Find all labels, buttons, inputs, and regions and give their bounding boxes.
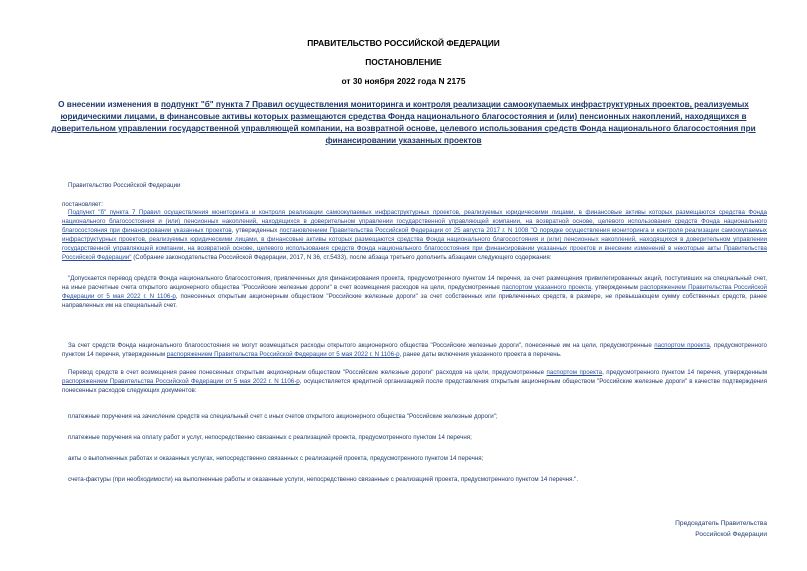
p4-a: Перевод средств в счет возмещения ранее понесенных открытым акционерным обществом "Российские железные дороги" расходов на цели, предусмотренные [68,369,547,376]
p1-mid: , утвержденных [231,227,280,234]
list-item [62,433,767,442]
header-doc-type: ПОСТАНОВЛЕНИЕ [365,57,442,67]
p3-a: За счет средств Фонда национального благосостояния не могут возмещаться расходы открытого акционерного общества "Российские железные дороги", понесенные им на цели, предусмотренные [68,342,655,349]
paragraph-1 [62,208,767,262]
list-item-text-2: платежные поручения на оплату работ и услуг, непосредственно связанных с реализацией проекта, предусмотренного пунктом 14 перечня; [68,434,472,441]
paragraph-2 [62,274,767,310]
p4-link-order[interactable]: распоряжением Правительства Российской Федерации от 5 мая 2022 г. N 1106-р [62,378,300,385]
p4-b: , предусмотренного пунктом 14 перечня, утвержденным [602,369,767,376]
p2-c: , понесенных открытым акционерным обществом "Российские железные дороги" за счет собственных или привлеченных средств, в размере, не превышающем сумму собственных средств, ранее направленных им на специальный счет. [62,293,767,309]
p1-link-rules[interactable]: Подпункт "б" пункта 7 Правил осуществления мониторинга и контроля реализации самоокупаемых инфраструктурных проектов, реализуемых юридическими лицами, в финансовые активы которых размещаются средства Фонда национального благосостояния и (или) пенсионных накоплений, находящихся в доверительном управлении государственной управляющей компании, на возвратной основе, целевого использования средств Фонда национального благосостояния при финансировании указанных проектов [62,209,767,234]
p1-link-decree[interactable]: постановлением Правительства Российской Федерации от 25 августа 2017 г. N 1008 "О порядке осуществления мониторинга и контроля реализации самоокупаемых инфраструктурных проектов, реализуемых юридическими лицами, в финансовые активы которых размещаются средства Фонда национального благосостояния и (или) пенсионных накоплений, находящихся в доверительном управлении государственной управляющей компании, на возвратной основе, целевого использования средств Фонда национального благосостояния при финансировании указанных проектов и внесении изменений в некоторые акты Правительства Российской Федерации" [62,227,767,261]
government-text: Правительство Российской Федерации [68,182,181,189]
paragraph-3 [62,341,767,359]
list-item-text-3: акты о выполненных работах и оказанных услугах, непосредственно связанных с реализацией проекта, предусмотренного пунктом 14 перечня; [68,455,484,462]
government-line [62,181,767,190]
list-item [62,454,767,463]
p4-c: , осуществляется кредитной организацией после представления открытым акционерным обществом "Российские железные дороги" в качестве подтверждения понесенных расходов следующих документов: [62,378,767,394]
document-title [40,99,767,147]
p2-b: , утвержденным [591,284,641,291]
paragraph-4 [62,368,767,395]
list-item-text-4: счета-фактуры (при необходимости) на выполненные работы и оказанные услуги, непосредственно связанные с реализацией проекта, предусмотренного пунктом 14 перечня.". [68,476,579,483]
list-item [62,475,767,484]
header-government: ПРАВИТЕЛЬСТВО РОССИЙСКОЙ ФЕДЕРАЦИИ [307,38,500,48]
signature-org: Российской Федерации [695,531,767,538]
p1-end: (Собрание законодательства Российской Федерации, 2017, N 36, ст.5433), после абзаца третьего дополнить абзацами следующего содержания: [131,254,552,261]
p2-a: "Допускается перевод средств Фонда национального благосостояния, привлеченных для финансирования проекта, предусмотренного пунктом 14 перечня, за счет размещения привилегированных акций, поступивших на специальный счет, на иные расчетные счета открытого акционерного общества "Российские железные дороги" в счет возмещения расходов на цели, предусмотренные [62,275,767,291]
title-prefix: О внесении изменения в [58,100,161,109]
p2-link-passport[interactable]: паспортом указанного проекта [502,284,592,291]
p3-b: , предусмотренного пунктом 14 перечня, утвержденным [62,342,767,358]
p3-link-order[interactable]: распоряжением Правительства Российской Федерации от 5 мая 2022 г. N 1106-р [166,351,400,358]
header-date-number: от 30 ноября 2022 года N 2175 [341,76,466,86]
p4-link-passport[interactable]: паспортом проекта [546,369,603,376]
p3-link-passport[interactable]: паспортом проекта [654,342,710,349]
postanovlyaet-text: постановляет: [62,201,103,208]
list-item [62,412,767,421]
p3-c: , ранее даты включения указанного проекта в перечень. [399,351,562,358]
title-link[interactable]: подпункт "б" пункта 7 Правил осуществления мониторинга и контроля реализации самоокупаемых инфраструктурных проектов, реализуемых юридическими лицами, в финансовые активы которых размещаются средства Фонда национального благосостояния и (или) пенсионных накоплений, находящихся в доверительном управлении государственной управляющей компании, на возвратной основе, целевого использования средств Фонда национального благосостояния при финансировании указанных проектов [51,100,756,145]
signature-title: Председатель Правительства [675,520,767,527]
p2-link-order[interactable]: распоряжением Правительства Российской Федерации от 5 мая 2022 г. N 1106-р [62,284,767,300]
list-item-text-1: платежные поручения на зачисление средств на специальный счет с иных счетов открытого акционерного общества "Российские железные дороги"; [68,413,498,420]
